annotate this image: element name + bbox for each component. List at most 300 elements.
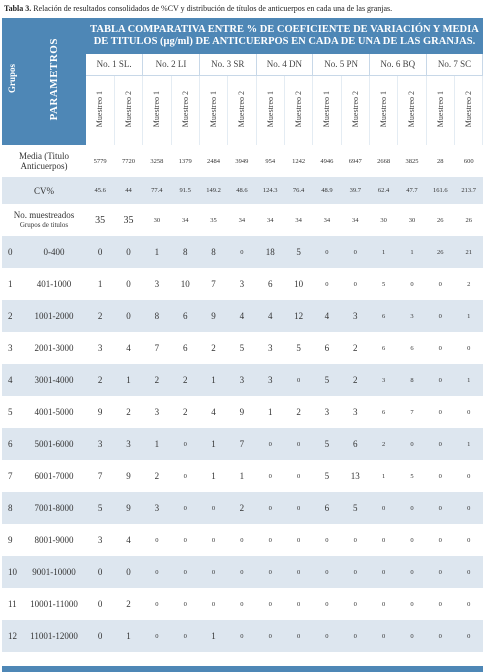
stat-value: 4946 bbox=[320, 157, 334, 165]
group-value: 5 bbox=[341, 492, 369, 524]
stat-row bbox=[2, 145, 483, 177]
group-value: 2 bbox=[341, 364, 369, 396]
stat-value: 76.4 bbox=[284, 177, 312, 204]
group-value: 0 bbox=[467, 472, 471, 480]
group-value: 0 bbox=[126, 279, 131, 289]
group-value: 0 bbox=[341, 556, 369, 588]
group-value: 1 bbox=[114, 364, 142, 396]
group-row bbox=[2, 300, 483, 332]
stat-sublabel-text: Grupos de titulos bbox=[19, 221, 69, 229]
stat-value: 600 bbox=[463, 157, 474, 165]
sampling-header bbox=[143, 75, 171, 145]
farm-header: No. 5 PN bbox=[313, 54, 370, 75]
sampling-label: Muestreo 2 bbox=[294, 91, 304, 128]
group-value: 6 bbox=[324, 343, 330, 353]
group-value: 21 bbox=[454, 236, 482, 268]
group-row bbox=[2, 332, 483, 364]
group-value: 2 bbox=[182, 407, 188, 417]
stat-value: 30 bbox=[153, 216, 161, 224]
group-value: 9 bbox=[97, 407, 103, 417]
stat-value: 954 bbox=[265, 157, 276, 165]
group-row bbox=[2, 492, 483, 524]
group-value: 0 bbox=[86, 236, 114, 268]
group-value: 0 bbox=[183, 536, 187, 544]
group-value: 0 bbox=[284, 364, 312, 396]
group-range: 401-1000 bbox=[36, 279, 72, 289]
group-row bbox=[2, 556, 483, 588]
group-value: 1 bbox=[199, 428, 227, 460]
group-value: 2 bbox=[369, 428, 397, 460]
group-value: 0 bbox=[325, 280, 329, 288]
group-value: 0 bbox=[256, 428, 284, 460]
group-value: 3 bbox=[324, 407, 330, 417]
group-value: 3 bbox=[97, 535, 103, 545]
farm-header: No. 7 SC bbox=[426, 54, 483, 75]
group-value: 0 bbox=[183, 472, 187, 480]
group-value: 10 bbox=[180, 279, 190, 289]
group-value: 1 bbox=[454, 300, 482, 332]
group-row bbox=[2, 396, 483, 428]
stat-row bbox=[2, 204, 483, 236]
group-range: 1001-2000 bbox=[22, 300, 86, 332]
group-value: 4 bbox=[256, 300, 284, 332]
group-value: 0 bbox=[467, 408, 471, 416]
group-value: 2 bbox=[86, 364, 114, 396]
stat-value: 26 bbox=[465, 216, 472, 224]
parametros-header bbox=[22, 18, 86, 145]
group-value: 1 bbox=[143, 236, 171, 268]
group-value: 0 bbox=[410, 280, 414, 288]
sampling-header bbox=[369, 75, 397, 145]
group-number: 12 bbox=[2, 620, 22, 652]
group-value: 5 bbox=[324, 471, 330, 481]
group-value: 6 bbox=[381, 344, 386, 352]
group-value: 6 bbox=[267, 279, 273, 289]
group-value: 3 bbox=[267, 343, 273, 353]
group-value: 8 bbox=[199, 236, 227, 268]
group-value: 2 bbox=[171, 364, 199, 396]
group-value: 3 bbox=[398, 300, 426, 332]
stat-value: 34 bbox=[181, 216, 189, 224]
group-value: 6 bbox=[313, 492, 341, 524]
group-value: 12 bbox=[284, 300, 312, 332]
group-value: 3 bbox=[341, 300, 369, 332]
group-value: 3 bbox=[228, 364, 256, 396]
stat-value: 30 bbox=[408, 216, 416, 224]
sampling-label: Muestreo 1 bbox=[95, 91, 105, 128]
farm-header: No. 4 DN bbox=[256, 54, 313, 75]
group-value: 1 bbox=[114, 620, 142, 652]
group-value: 4 bbox=[211, 407, 216, 417]
stat-value: 2484 bbox=[207, 157, 221, 165]
group-value: 0 bbox=[438, 344, 442, 352]
group-range: 7001-8000 bbox=[22, 492, 86, 524]
group-value: 0 bbox=[143, 620, 171, 652]
group-number: 8 bbox=[2, 492, 22, 524]
stat-label-text: CV% bbox=[34, 185, 54, 196]
group-number: 5 bbox=[8, 407, 13, 417]
group-value: 0 bbox=[171, 492, 199, 524]
group-value: 0 bbox=[353, 536, 357, 544]
group-row bbox=[2, 620, 483, 652]
stat-value: 44 bbox=[114, 177, 142, 204]
group-value: 1 bbox=[199, 364, 227, 396]
group-value: 0 bbox=[313, 620, 341, 652]
group-value: 0 bbox=[171, 556, 199, 588]
group-value: 2 bbox=[154, 471, 160, 481]
group-value: 3 bbox=[97, 343, 103, 353]
table-caption bbox=[4, 4, 482, 14]
group-value: 6 bbox=[171, 300, 199, 332]
group-value: 0 bbox=[268, 472, 272, 480]
stat-value: 48.6 bbox=[228, 177, 256, 204]
group-value: 1 bbox=[454, 364, 482, 396]
group-value: 7 bbox=[211, 279, 216, 289]
sampling-header bbox=[284, 75, 312, 145]
stat-label-text: No. muestreados bbox=[13, 210, 75, 220]
group-value: 0 bbox=[426, 428, 454, 460]
group-value: 0 bbox=[199, 556, 227, 588]
group-value: 3 bbox=[369, 364, 397, 396]
group-value: 0 bbox=[341, 236, 369, 268]
caption-label: Tabla 3. bbox=[4, 4, 32, 13]
group-value: 3 bbox=[239, 279, 245, 289]
stat-value: 91.5 bbox=[171, 177, 199, 204]
group-value: 5 bbox=[239, 343, 245, 353]
group-value: 0 bbox=[426, 620, 454, 652]
stat-value: 34 bbox=[323, 216, 331, 224]
group-value: 0 bbox=[284, 428, 312, 460]
group-value: 2 bbox=[211, 343, 216, 353]
group-range: 8001-9000 bbox=[34, 535, 74, 545]
group-value: 9 bbox=[126, 471, 131, 481]
group-value: 1 bbox=[239, 471, 245, 481]
group-value: 0 bbox=[369, 492, 397, 524]
group-value: 5 bbox=[296, 343, 301, 353]
group-value: 0 bbox=[454, 556, 482, 588]
group-range: 11001-12000 bbox=[22, 620, 86, 652]
group-value: 0 bbox=[313, 236, 341, 268]
stat-label bbox=[2, 177, 86, 204]
stat-value: 34 bbox=[295, 216, 302, 224]
group-value: 0 bbox=[398, 428, 426, 460]
caption-text: Relación de resultados consolidados de %CV y distribución de títulos de anticuerpos en cada una de las granjas. bbox=[31, 4, 393, 13]
group-value: 7 bbox=[154, 343, 160, 353]
group-row bbox=[2, 364, 483, 396]
stat-value: 26 bbox=[437, 216, 444, 224]
stat-label bbox=[2, 204, 86, 236]
group-range: 3001-4000 bbox=[22, 364, 86, 396]
group-row bbox=[2, 460, 483, 492]
stat-value: 2668 bbox=[377, 157, 391, 165]
group-value: 10 bbox=[294, 279, 304, 289]
group-value: 3 bbox=[86, 428, 114, 460]
sampling-label: Muestreo 1 bbox=[265, 91, 275, 128]
group-value: 1 bbox=[267, 407, 273, 417]
sampling-header bbox=[114, 75, 142, 145]
group-value: 0 bbox=[426, 492, 454, 524]
stat-value: 34 bbox=[352, 216, 359, 224]
sampling-label: Muestreo 1 bbox=[209, 91, 219, 128]
group-value: 9 bbox=[114, 492, 142, 524]
group-value: 0 bbox=[240, 600, 244, 608]
grupos-header bbox=[2, 18, 22, 145]
farm-header: No. 2 LI bbox=[143, 54, 200, 75]
group-value: 1 bbox=[381, 472, 386, 480]
stat-value: 30 bbox=[380, 216, 387, 224]
group-number: 4 bbox=[2, 364, 22, 396]
group-value: 0 bbox=[228, 620, 256, 652]
group-value: 3 bbox=[143, 492, 171, 524]
group-value: 0 bbox=[256, 620, 284, 652]
sampling-header bbox=[199, 75, 227, 145]
group-value: 0 bbox=[228, 556, 256, 588]
group-value: 0 bbox=[410, 600, 414, 608]
group-value: 0 bbox=[454, 620, 482, 652]
group-value: 0 bbox=[114, 300, 142, 332]
group-range: 2001-3000 bbox=[34, 343, 74, 353]
group-range: 0-400 bbox=[22, 236, 86, 268]
group-range: 5001-6000 bbox=[22, 428, 86, 460]
group-value: 0 bbox=[467, 344, 471, 352]
group-value: 7 bbox=[410, 408, 414, 416]
stat-value: 35 bbox=[123, 214, 134, 226]
stat-value: 161.6 bbox=[426, 177, 454, 204]
group-row bbox=[2, 524, 483, 556]
group-value: 2 bbox=[86, 300, 114, 332]
group-value: 0 bbox=[284, 556, 312, 588]
group-value: 6 bbox=[381, 408, 386, 416]
group-value: 2 bbox=[296, 407, 301, 417]
group-value: 0 bbox=[228, 236, 256, 268]
sampling-label: Muestreo 2 bbox=[350, 91, 360, 128]
sampling-header bbox=[341, 75, 369, 145]
sampling-label: Muestreo 1 bbox=[322, 91, 332, 128]
group-row bbox=[2, 588, 483, 620]
group-value: 0 bbox=[211, 536, 216, 544]
sampling-label: Muestreo 1 bbox=[152, 91, 162, 128]
group-number: 7 bbox=[8, 471, 13, 481]
group-range: 10001-11000 bbox=[30, 599, 78, 609]
group-value: 0 bbox=[313, 556, 341, 588]
group-value: 26 bbox=[426, 236, 454, 268]
group-value: 2 bbox=[126, 599, 131, 609]
group-value: 0 bbox=[369, 556, 397, 588]
group-value: 5 bbox=[410, 472, 414, 480]
group-value: 0 bbox=[467, 600, 471, 608]
stat-value: 124.3 bbox=[256, 177, 284, 204]
group-value: 0 bbox=[341, 620, 369, 652]
group-value: 0 bbox=[438, 472, 442, 480]
group-value: 1 bbox=[211, 471, 216, 481]
sampling-label: Muestreo 2 bbox=[237, 91, 247, 128]
group-value: 0 bbox=[155, 536, 159, 544]
group-value: 5 bbox=[284, 236, 312, 268]
group-value: 1 bbox=[398, 236, 426, 268]
group-value: 3 bbox=[256, 364, 284, 396]
parametros-label: PARAMETROS bbox=[48, 37, 60, 121]
grupos-label: Grupos bbox=[7, 64, 17, 94]
group-value: 0 bbox=[398, 556, 426, 588]
stat-row bbox=[2, 177, 483, 204]
group-value: 0 bbox=[398, 492, 426, 524]
sampling-header bbox=[171, 75, 199, 145]
group-value: 0 bbox=[171, 428, 199, 460]
group-number: 3 bbox=[8, 343, 13, 353]
group-number: 6 bbox=[2, 428, 22, 460]
group-value: 0 bbox=[353, 280, 357, 288]
group-value: 0 bbox=[86, 556, 114, 588]
group-value: 13 bbox=[350, 471, 360, 481]
group-value: 3 bbox=[154, 407, 160, 417]
group-value: 8 bbox=[171, 236, 199, 268]
group-value: 0 bbox=[284, 492, 312, 524]
group-value: 5 bbox=[381, 280, 386, 288]
group-value: 0 bbox=[256, 556, 284, 588]
group-value: 0 bbox=[426, 364, 454, 396]
stat-label bbox=[2, 145, 86, 177]
group-value: 0 bbox=[155, 600, 159, 608]
group-value: 3 bbox=[114, 428, 142, 460]
group-value: 0 bbox=[454, 492, 482, 524]
stat-value: 34 bbox=[238, 216, 246, 224]
group-value: 4 bbox=[228, 300, 256, 332]
group-value: 2 bbox=[143, 364, 171, 396]
group-value: 18 bbox=[256, 236, 284, 268]
comparison-table bbox=[2, 18, 483, 652]
group-number: 11 bbox=[8, 599, 17, 609]
group-value: 4 bbox=[313, 300, 341, 332]
group-value: 0 bbox=[426, 300, 454, 332]
group-value: 0 bbox=[114, 556, 142, 588]
group-row bbox=[2, 236, 483, 268]
group-value: 0 bbox=[296, 600, 301, 608]
group-value: 2 bbox=[126, 407, 131, 417]
group-value: 0 bbox=[86, 620, 114, 652]
group-value: 1 bbox=[199, 620, 227, 652]
sampling-header bbox=[256, 75, 284, 145]
sampling-label: Muestreo 2 bbox=[464, 91, 474, 128]
group-value: 1 bbox=[454, 428, 482, 460]
table-title: TABLA COMPARATIVA ENTRE % DE COEFICIENTE DE VARIACIÓN Y MEDIA DE TITULOS (μg/ml) DE ANTICUERPOS EN CADA DE UNA DE LAS GRANJAS. bbox=[86, 18, 483, 54]
sampling-label: Muestreo 2 bbox=[180, 91, 190, 128]
group-value: 4 bbox=[126, 535, 131, 545]
group-value: 0 bbox=[268, 600, 272, 608]
group-value: 0 bbox=[211, 600, 216, 608]
group-value: 5 bbox=[313, 364, 341, 396]
group-value: 0 bbox=[171, 620, 199, 652]
table-body bbox=[2, 145, 483, 652]
farm-header: No. 6 BQ bbox=[369, 54, 426, 75]
group-value: 0 bbox=[353, 600, 357, 608]
group-value: 6 bbox=[341, 428, 369, 460]
group-value: 5 bbox=[313, 428, 341, 460]
stat-value: 34 bbox=[266, 216, 274, 224]
group-value: 1 bbox=[97, 279, 103, 289]
group-number: 0 bbox=[2, 236, 22, 268]
stat-value: 47.7 bbox=[398, 177, 426, 204]
group-value: 0 bbox=[438, 280, 442, 288]
sampling-header bbox=[398, 75, 426, 145]
stat-value: 149.2 bbox=[199, 177, 227, 204]
farm-header: No. 1 SL. bbox=[86, 54, 143, 75]
group-value: 0 bbox=[97, 599, 103, 609]
sampling-header bbox=[454, 75, 482, 145]
group-row bbox=[2, 428, 483, 460]
group-value: 0 bbox=[369, 620, 397, 652]
group-value: 0 bbox=[143, 556, 171, 588]
stat-value: 45.6 bbox=[86, 177, 114, 204]
group-value: 0 bbox=[114, 236, 142, 268]
group-value: 0 bbox=[284, 620, 312, 652]
group-value: 0 bbox=[426, 556, 454, 588]
group-value: 0 bbox=[183, 600, 187, 608]
group-value: 0 bbox=[240, 536, 244, 544]
stat-value: 7720 bbox=[122, 157, 136, 165]
stat-value: 77.4 bbox=[143, 177, 171, 204]
group-value: 9 bbox=[239, 407, 245, 417]
group-value: 0 bbox=[325, 536, 329, 544]
group-value: 0 bbox=[381, 536, 386, 544]
group-value: 0 bbox=[467, 536, 471, 544]
group-value: 2 bbox=[467, 280, 471, 288]
group-value: 0 bbox=[438, 408, 442, 416]
group-value: 7 bbox=[97, 471, 103, 481]
group-range: 9001-10000 bbox=[22, 556, 86, 588]
group-value: 8 bbox=[398, 364, 426, 396]
stat-value: 3258 bbox=[150, 157, 164, 165]
group-value: 3 bbox=[154, 279, 160, 289]
group-value: 1 bbox=[369, 236, 397, 268]
group-value: 3 bbox=[353, 407, 358, 417]
group-range: 6001-7000 bbox=[34, 471, 74, 481]
stat-value: 35 bbox=[210, 216, 217, 224]
group-value: 0 bbox=[325, 600, 329, 608]
group-range: 4001-5000 bbox=[34, 407, 74, 417]
group-value: 0 bbox=[438, 600, 442, 608]
bottom-bar bbox=[2, 666, 483, 672]
group-number: 1 bbox=[8, 279, 13, 289]
sampling-label: Muestreo 2 bbox=[124, 91, 134, 128]
stat-value: 48.9 bbox=[313, 177, 341, 204]
group-value: 0 bbox=[381, 600, 386, 608]
sampling-header bbox=[426, 75, 454, 145]
stat-value: 5779 bbox=[93, 157, 107, 165]
stat-value: 39.7 bbox=[341, 177, 369, 204]
stat-value: 3949 bbox=[235, 157, 249, 165]
group-number: 2 bbox=[2, 300, 22, 332]
group-value: 0 bbox=[296, 536, 301, 544]
sampling-label: Muestreo 1 bbox=[379, 91, 389, 128]
group-value: 0 bbox=[199, 492, 227, 524]
group-value: 2 bbox=[228, 492, 256, 524]
group-value: 2 bbox=[353, 343, 358, 353]
stat-value: 1379 bbox=[178, 157, 192, 165]
group-value: 0 bbox=[438, 536, 442, 544]
stat-value: 213.7 bbox=[454, 177, 482, 204]
group-value: 0 bbox=[398, 620, 426, 652]
group-value: 0 bbox=[410, 536, 414, 544]
sampling-label: Muestreo 1 bbox=[435, 91, 445, 128]
group-value: 1 bbox=[143, 428, 171, 460]
sampling-label: Muestreo 2 bbox=[407, 91, 417, 128]
group-number: 10 bbox=[2, 556, 22, 588]
stat-value: 6947 bbox=[348, 157, 362, 165]
group-value: 5 bbox=[86, 492, 114, 524]
group-value: 4 bbox=[126, 343, 131, 353]
stat-value: 1242 bbox=[292, 157, 306, 165]
stat-value: 35 bbox=[95, 214, 106, 226]
